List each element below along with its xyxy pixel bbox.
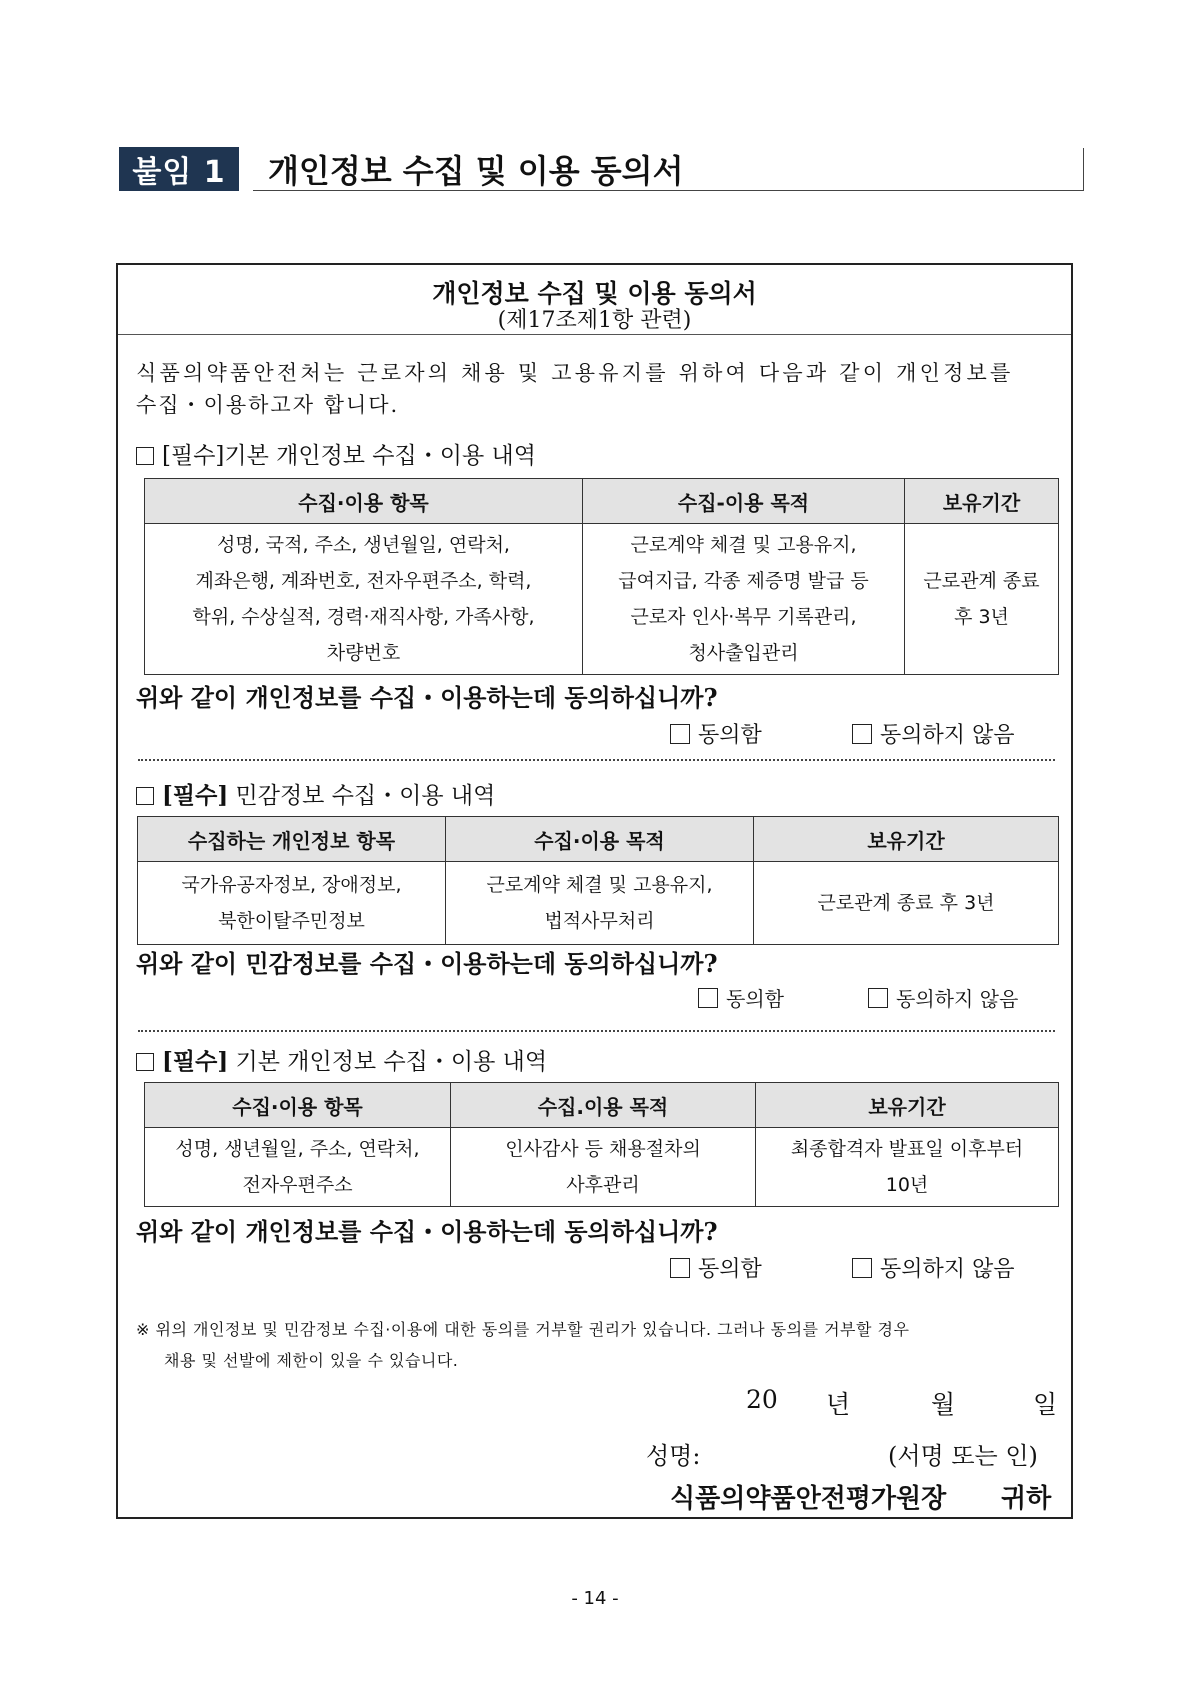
page-number: - 14 - [571, 1588, 619, 1609]
section-3-title: [필수] 기본 개인정보 수집・이용 내역 [136, 1043, 547, 1076]
signature-label: (서명 또는 인) [888, 1442, 1038, 1470]
form-header [118, 265, 1071, 335]
table-header: 보유기간 [756, 1083, 1059, 1128]
notice-line-2: 채용 및 선발에 제한이 있을 수 있습니다. [164, 1351, 459, 1370]
form-subtitle: (제17조제1항 관련) [497, 308, 692, 333]
table-cell-purpose: 근로계약 체결 및 고용유지, 법적사무처리 [446, 862, 754, 945]
date-year-label: 년 [826, 1390, 851, 1419]
agree-option[interactable]: 동의함 [670, 718, 762, 749]
section-3-question: 위와 같이 개인정보를 수집・이용하는데 동의하십니까? [136, 1217, 718, 1246]
table-header: 수집.이용 목적 [451, 1083, 756, 1128]
table-cell-items: 성명, 생년월일, 주소, 연락처, 전자우편주소 [145, 1128, 451, 1207]
disagree-option[interactable]: 동의하지 않음 [852, 1252, 1015, 1283]
attachment-badge: 붙임 1 [119, 147, 239, 191]
form-title: 개인정보 수집 및 이용 동의서 [432, 279, 757, 308]
checkbox-icon[interactable] [852, 724, 872, 744]
date-month-label: 월 [931, 1390, 956, 1419]
table-cell-period: 근로관계 종료 후 3년 [905, 524, 1059, 675]
section-1-table [144, 478, 1059, 675]
checkbox-icon[interactable] [136, 447, 154, 465]
notice-line-1: ※ 위의 개인정보 및 민감정보 수집·이용에 대한 동의를 거부할 권리가 있습니다. 그러나 동의를 거부할 경우 [136, 1320, 910, 1339]
page-title: 개인정보 수집 및 이용 동의서 [268, 152, 684, 190]
recipient-name: 식품의약품안전평가원장 [670, 1484, 947, 1514]
checkbox-icon[interactable] [136, 1053, 154, 1071]
recipient-suffix: 귀하 [1001, 1484, 1052, 1514]
table-cell-period: 최종합격자 발표일 이후부터 10년 [756, 1128, 1059, 1207]
checkbox-icon[interactable] [136, 787, 154, 805]
section-2-question: 위와 같이 민감정보를 수집・이용하는데 동의하십니까? [136, 949, 718, 978]
table-cell-items: 국가유공자정보, 장애정보, 북한이탈주민정보 [138, 862, 446, 945]
date-day-label: 일 [1033, 1390, 1058, 1419]
intro-line-2: 수집・이용하고자 합니다. [136, 393, 400, 417]
consent-form [116, 263, 1073, 1519]
checkbox-icon[interactable] [852, 1258, 872, 1278]
checkbox-icon[interactable] [670, 1258, 690, 1278]
table-cell-items: 성명, 국적, 주소, 생년월일, 연락처, 계좌은행, 계좌번호, 전자우편주소, 학력, 학위, 수상실적, 경력·재직사항, 가족사항, 차량번호 [145, 524, 583, 675]
section-2-table [137, 816, 1059, 945]
disagree-option[interactable]: 동의하지 않음 [852, 718, 1015, 749]
table-header: 수집·이용 항목 [145, 1083, 451, 1128]
dotted-divider [138, 1030, 1055, 1032]
section-3-table [144, 1082, 1059, 1207]
table-header: 수집하는 개인정보 항목 [138, 817, 446, 862]
checkbox-icon[interactable] [670, 724, 690, 744]
table-header: 수집·이용 목적 [446, 817, 754, 862]
name-label: 성명: [646, 1442, 701, 1470]
date-year: 20 [746, 1385, 778, 1414]
agree-option[interactable]: 동의함 [670, 1252, 762, 1283]
title-right-rule [1083, 148, 1084, 191]
section-1-question: 위와 같이 개인정보를 수집・이용하는데 동의하십니까? [136, 683, 718, 712]
table-header: 수집·이용 항목 [145, 479, 583, 524]
table-header: 수집-이용 목적 [583, 479, 905, 524]
table-cell-purpose: 근로계약 체결 및 고용유지, 급여지급, 각종 제증명 발급 등 근로자 인사·복무 기록관리, 청사출입관리 [583, 524, 905, 675]
agree-option[interactable]: 동의함 [698, 983, 784, 1012]
table-cell-purpose: 인사감사 등 채용절차의 사후관리 [451, 1128, 756, 1207]
checkbox-icon[interactable] [868, 988, 888, 1008]
intro-line-1: 식품의약품안전처는 근로자의 채용 및 고용유지를 위하여 다음과 같이 개인정보를 [136, 361, 1014, 385]
table-header: 보유기간 [754, 817, 1059, 862]
section-2-title: [필수] 민감정보 수집・이용 내역 [136, 777, 495, 810]
disagree-option[interactable]: 동의하지 않음 [868, 983, 1018, 1012]
title-underline [253, 190, 1084, 191]
dotted-divider [138, 759, 1055, 761]
table-header: 보유기간 [905, 479, 1059, 524]
checkbox-icon[interactable] [698, 988, 718, 1008]
table-cell-period: 근로관계 종료 후 3년 [754, 862, 1059, 945]
section-1-title: [필수]기본 개인정보 수집・이용 내역 [136, 437, 536, 470]
